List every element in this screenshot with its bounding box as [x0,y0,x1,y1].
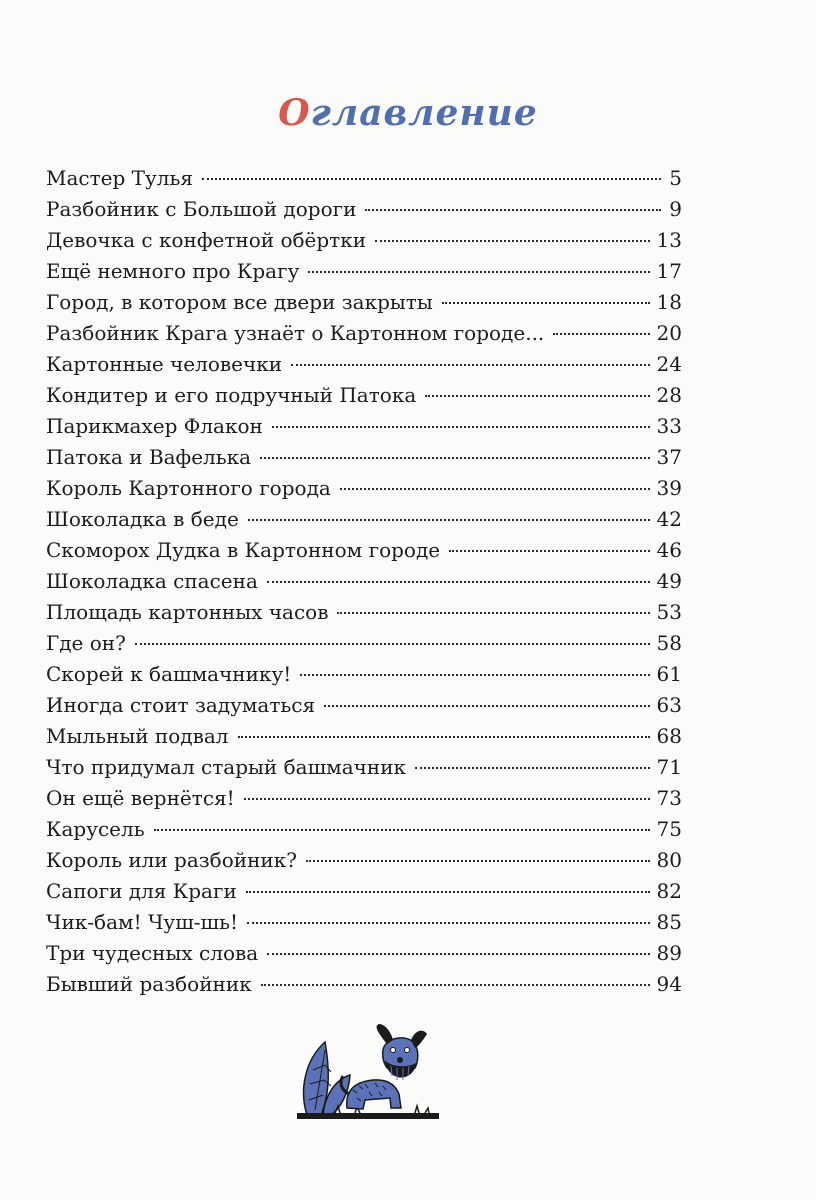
toc-entry-title: Чик-бам! Чуш-шь! [46,910,239,934]
toc-entry-page: 18 [656,290,682,314]
toc-entry-page: 53 [656,600,682,624]
toc-entry[interactable] [46,163,682,194]
toc-entry-title: Король Картонного города [46,476,331,500]
toc-entry-title: Он ещё вернётся! [46,786,235,810]
toc-entry-page: 20 [656,321,682,345]
dot-leader [238,736,650,738]
title-first-letter: О [278,92,311,134]
dot-leader [449,550,649,552]
dot-leader [154,829,650,831]
dot-leader [442,302,650,304]
dot-leader [553,333,649,335]
toc-entry[interactable] [46,504,682,535]
dot-leader [244,798,650,800]
toc-entry[interactable] [46,690,682,721]
toc-entry-title: Три чудесных слова [46,941,259,965]
toc-entry-title: Разбойник с Большой дороги [46,197,357,221]
toc-entry-page: 71 [656,755,682,779]
dot-leader [260,457,649,459]
toc-entry[interactable] [46,628,682,659]
toc-entry-page: 49 [656,569,682,593]
toc-entry-page: 46 [656,538,682,562]
toc-entry-title: Девочка с конфетной обёртки [46,228,367,252]
toc-entry[interactable] [46,473,682,504]
toc-entry-page: 58 [656,631,682,655]
dot-leader [247,922,649,924]
toc-entry[interactable] [46,225,682,256]
dot-leader [324,705,649,707]
table-of-contents [46,163,682,1000]
toc-entry[interactable] [46,349,682,380]
toc-entry-title: Что придумал старый башмачник [46,755,407,779]
toc-entry[interactable] [46,194,682,225]
toc-entry[interactable] [46,814,682,845]
toc-entry[interactable] [46,256,682,287]
toc-entry-page: 61 [656,662,682,686]
toc-entry[interactable] [46,876,682,907]
toc-entry[interactable] [46,938,682,969]
toc-entry-title: Мастер Тулья [46,166,193,190]
toc-entry-page: 5 [669,166,682,190]
dot-leader [425,395,649,397]
toc-entry-title: Бывший разбойник [46,972,252,996]
toc-entry-title: Где он? [46,631,126,655]
toc-entry[interactable] [46,721,682,752]
toc-entry[interactable] [46,969,682,1000]
toc-entry[interactable] [46,845,682,876]
dot-leader [340,488,650,490]
toc-entry-page: 63 [656,693,682,717]
toc-entry-title: Скорей к башмачнику! [46,662,292,686]
toc-entry-page: 13 [656,228,682,252]
toc-entry-title: Шоколадка спасена [46,569,258,593]
toc-entry-title: Картонные человечки [46,352,283,376]
toc-entry-page: 39 [656,476,682,500]
dot-leader [365,209,661,211]
dot-leader [267,581,650,583]
toc-entry-title: Разбойник Крага узнаёт о Картонном городе... [46,321,545,345]
toc-entry[interactable] [46,318,682,349]
toc-entry-page: 73 [656,786,682,810]
toc-entry-page: 94 [656,972,682,996]
toc-entry-page: 89 [656,941,682,965]
toc-entry-page: 82 [656,879,682,903]
toc-entry[interactable] [46,411,682,442]
toc-entry-title: Парикмахер Флакон [46,414,263,438]
toc-entry[interactable] [46,287,682,318]
dot-leader [415,767,650,769]
toc-entry-page: 42 [656,507,682,531]
dot-leader [248,519,650,521]
dog-illustration-icon [295,1020,445,1120]
toc-entry-title: Кондитер и его подручный Патока [46,383,417,407]
toc-entry[interactable] [46,535,682,566]
dot-leader [272,426,650,428]
toc-entry-page: 80 [656,848,682,872]
toc-entry[interactable] [46,597,682,628]
toc-entry-title: Скоморох Дудка в Картонном городе [46,538,441,562]
title-rest: главление [310,92,538,134]
toc-entry[interactable] [46,442,682,473]
toc-entry-title: Ещё немного про Крагу [46,259,300,283]
toc-entry-title: Иногда стоит задуматься [46,693,316,717]
dot-leader [337,612,649,614]
dot-leader [308,271,649,273]
toc-entry-page: 9 [669,197,682,221]
dot-leader [306,860,650,862]
toc-entry[interactable] [46,566,682,597]
toc-entry-page: 37 [656,445,682,469]
dot-leader [135,643,650,645]
dot-leader [246,891,650,893]
toc-entry-title: Город, в котором все двери закрыты [46,290,433,314]
dot-leader [261,984,650,986]
toc-entry[interactable] [46,783,682,814]
toc-entry-title: Мыльный подвал [46,724,229,748]
toc-entry[interactable] [46,907,682,938]
toc-entry-title: Шоколадка в беде [46,507,239,531]
toc-entry-page: 85 [656,910,682,934]
toc-entry-page: 33 [656,414,682,438]
toc-entry[interactable] [46,752,682,783]
toc-entry[interactable] [46,380,682,411]
toc-entry-title: Король или разбойник? [46,848,297,872]
dot-leader [300,674,649,676]
dot-leader [375,240,649,242]
dot-leader [202,178,661,180]
toc-entry-title: Площадь картонных часов [46,600,329,624]
toc-entry-page: 24 [656,352,682,376]
toc-entry-page: 17 [656,259,682,283]
toc-entry-title: Сапоги для Краги [46,879,237,903]
dot-leader [267,953,649,955]
toc-entry-page: 75 [656,817,682,841]
toc-entry-title: Патока и Вафелька [46,445,252,469]
toc-entry[interactable] [46,659,682,690]
dot-leader [291,364,650,366]
toc-entry-page: 28 [656,383,682,407]
toc-entry-title: Карусель [46,817,145,841]
page-title [0,92,816,134]
toc-entry-page: 68 [656,724,682,748]
